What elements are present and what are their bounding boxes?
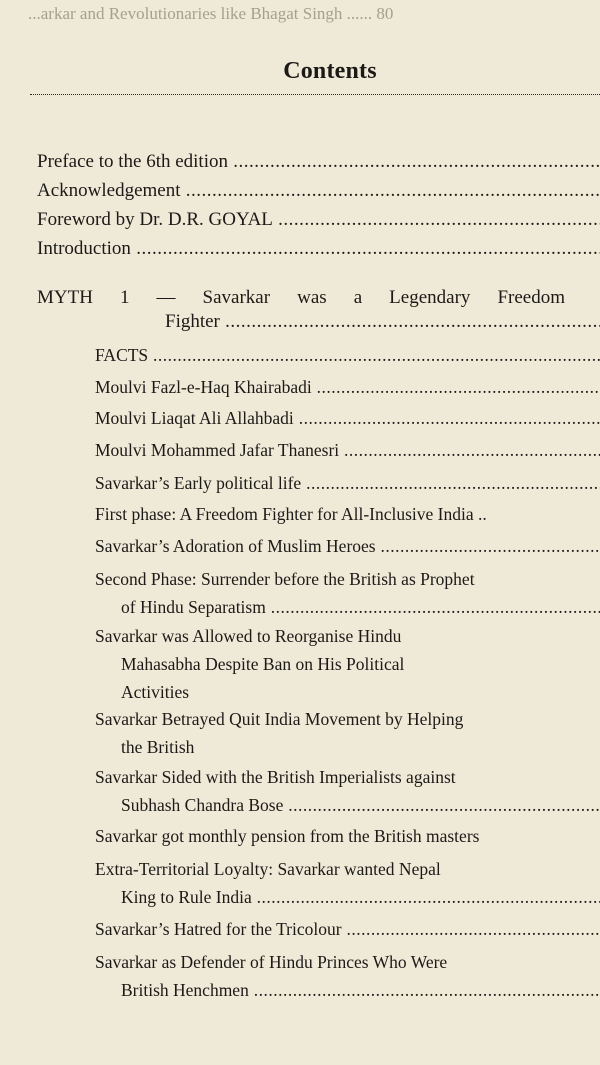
toc-entry-introduction[interactable]: Introduction .....: [37, 237, 600, 261]
toc-entry-facts[interactable]: FACTS .....: [95, 341, 600, 369]
toc-entry-first-phase[interactable]: First phase: A Freedom Fighter for All-Inclusive India ..: [95, 504, 487, 524]
toc-entry-acknowledgement[interactable]: Acknowledgement .....: [37, 179, 600, 203]
toc-entry-hindu-princes[interactable]: Savarkar as Defender of Hindu Princes Who Were British Henchmen .....: [95, 948, 600, 1004]
toc-entry-tricolour[interactable]: Savarkar’s Hatred for the Tricolour .....: [95, 915, 600, 943]
toc-entry-thanesri[interactable]: Moulvi Mohammed Jafar Thanesri .....: [95, 436, 600, 464]
toc-entry-reorganise-mahasabha[interactable]: Savarkar was Allowed to Reorganise Hindu Mahasabha Despite Ban on His Political Activities: [95, 626, 405, 702]
toc-entry-myth-1[interactable]: MYTH 1 — Savarkar was a Legendary Freedom Fighter .....: [37, 286, 600, 334]
toc-entry-subhash-bose[interactable]: Savarkar Sided with the British Imperialists against Subhash Chandra Bose .....: [95, 763, 600, 819]
toc-entry-foreword[interactable]: Foreword by Dr. D.R. GOYAL .....: [37, 208, 600, 232]
toc-entry-khairabadi[interactable]: Moulvi Fazl-e-Haq Khairabadi .....: [95, 373, 600, 401]
page-title: Contents: [283, 58, 377, 84]
toc-entry-adoration-muslim-heroes[interactable]: Savarkar’s Adoration of Muslim Heroes .....: [95, 532, 600, 560]
toc-entry-preface[interactable]: Preface to the 6th edition .....: [37, 150, 600, 174]
toc-entry-nepal-king[interactable]: Extra-Territorial Loyalty: Savarkar wanted Nepal King to Rule India .....: [95, 855, 600, 911]
bleed-through-text: ...arkar and Revolutionaries like Bhagat Singh ...... 80: [28, 4, 394, 23]
toc-entry-monthly-pension[interactable]: Savarkar got monthly pension from the British masters: [95, 826, 480, 846]
toc-entry-quit-india[interactable]: Savarkar Betrayed Quit India Movement by Helping the British: [95, 709, 464, 757]
toc-entry-second-phase[interactable]: Second Phase: Surrender before the British as Prophet of Hindu Separatism .....: [95, 565, 600, 621]
toc-entry-early-political-life[interactable]: Savarkar’s Early political life .....: [95, 469, 600, 497]
title-dotted-rule: [30, 94, 600, 95]
toc-entry-allahbadi[interactable]: Moulvi Liaqat Ali Allahbadi .....: [95, 404, 600, 432]
